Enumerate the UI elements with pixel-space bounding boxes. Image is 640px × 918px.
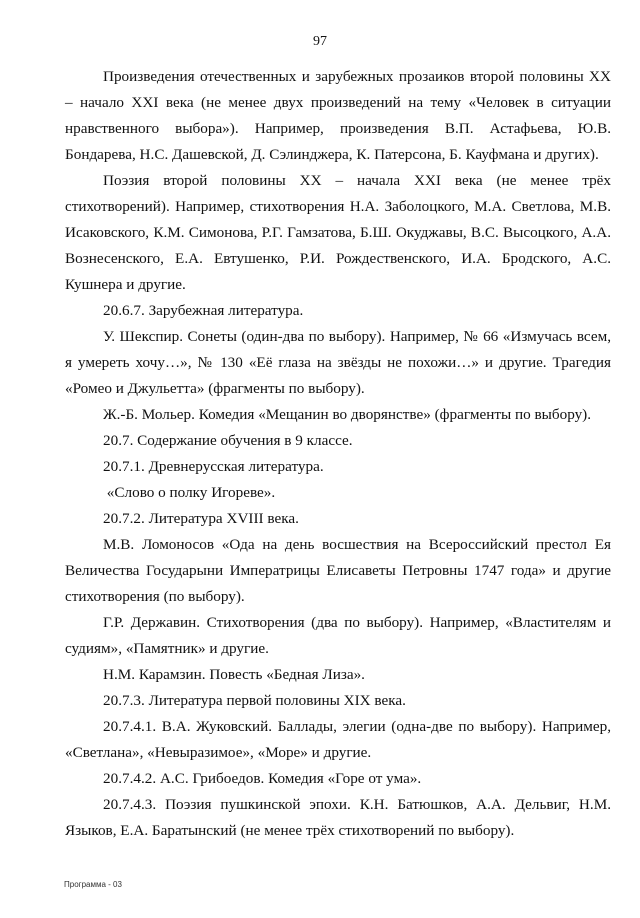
paragraph-shakespeare: У. Шекспир. Сонеты (один-два по выбору). Например, № 66 «Измучась всем, я умереть хочу…», № 130 «Её глаза на звёзды не похожи…» и другие. Трагедия «Ромео и Джульетта» (фрагменты по выбору). [65,328,611,397]
paragraph-prose-authors: Произведения отечественных и зарубежных прозаиков второй половины XX – начало XXI века (не менее двух произведений на тему «Человек в ситуации нравственного выбора»). Например, произведения В.П. Астафьева, Ю.В. Бондарева, Н.С. Дашевской, Д. Сэлинджера, К. Патерсона, Б. Кауфмана и других). [65,68,611,163]
page-number: 97 [313,34,327,49]
paragraph-pushkin-era-poetry: 20.7.4.3. Поэзия пушкинской эпохи. К.Н. Батюшков, А.А. Дельвиг, Н.М. Языков, Е.А. Баратынский (не менее трёх стихотворений по выбору). [65,796,611,839]
section-heading-19th-century: 20.7.3. Литература первой половины XIX века. [103,692,406,709]
paragraph-griboedov: 20.7.4.2. А.С. Грибоедов. Комедия «Горе от ума». [103,770,422,787]
section-heading-18th-century: 20.7.2. Литература XVIII века. [103,510,299,527]
section-heading-grade-9: 20.7. Содержание обучения в 9 классе. [103,432,353,449]
document-body [65,64,611,844]
paragraph-zhukovsky: 20.7.4.1. В.А. Жуковский. Баллады, элегии (одна-две по выбору). Например, «Светлана», «Невыразимое», «Море» и другие. [65,718,611,761]
paragraph-igor-tale: «Слово о полку Игореве». [103,484,276,501]
section-heading-old-russian: 20.7.1. Древнерусская литература. [103,458,324,475]
paragraph-derzhavin: Г.Р. Державин. Стихотворения (два по выбору). Например, «Властителям и судиям», «Памятник» и другие. [65,614,611,657]
paragraph-poetry-authors: Поэзия второй половины XX – начала XXI века (не менее трёх стихотворений). Например, стихотворения Н.А. Заболоцкого, М.А. Светлова, М.В. Исаковского, К.М. Симонова, Р.Г. Гамзатова, Б.Ш. Окуджавы, В.С. Высоцкого, А.А. Вознесенского, Е.А. Евтушенко, Р.И. Рождественского, И.А. Бродского, А.С. Кушнера и другие. [65,172,611,293]
paragraph-karamzin: Н.М. Карамзин. Повесть «Бедная Лиза». [103,666,365,683]
footer-label: Программа - 03 [64,880,122,889]
paragraph-moliere: Ж.-Б. Мольер. Комедия «Мещанин во дворянстве» (фрагменты по выбору). [103,406,592,423]
paragraph-lomonosov: М.В. Ломоносов «Ода на день восшествия на Всероссийский престол Ея Величества Государыни Императрицы Елисаветы Петровны 1747 года» и другие стихотворения (по выбору). [65,536,611,605]
section-heading-foreign-literature: 20.6.7. Зарубежная литература. [103,302,304,319]
